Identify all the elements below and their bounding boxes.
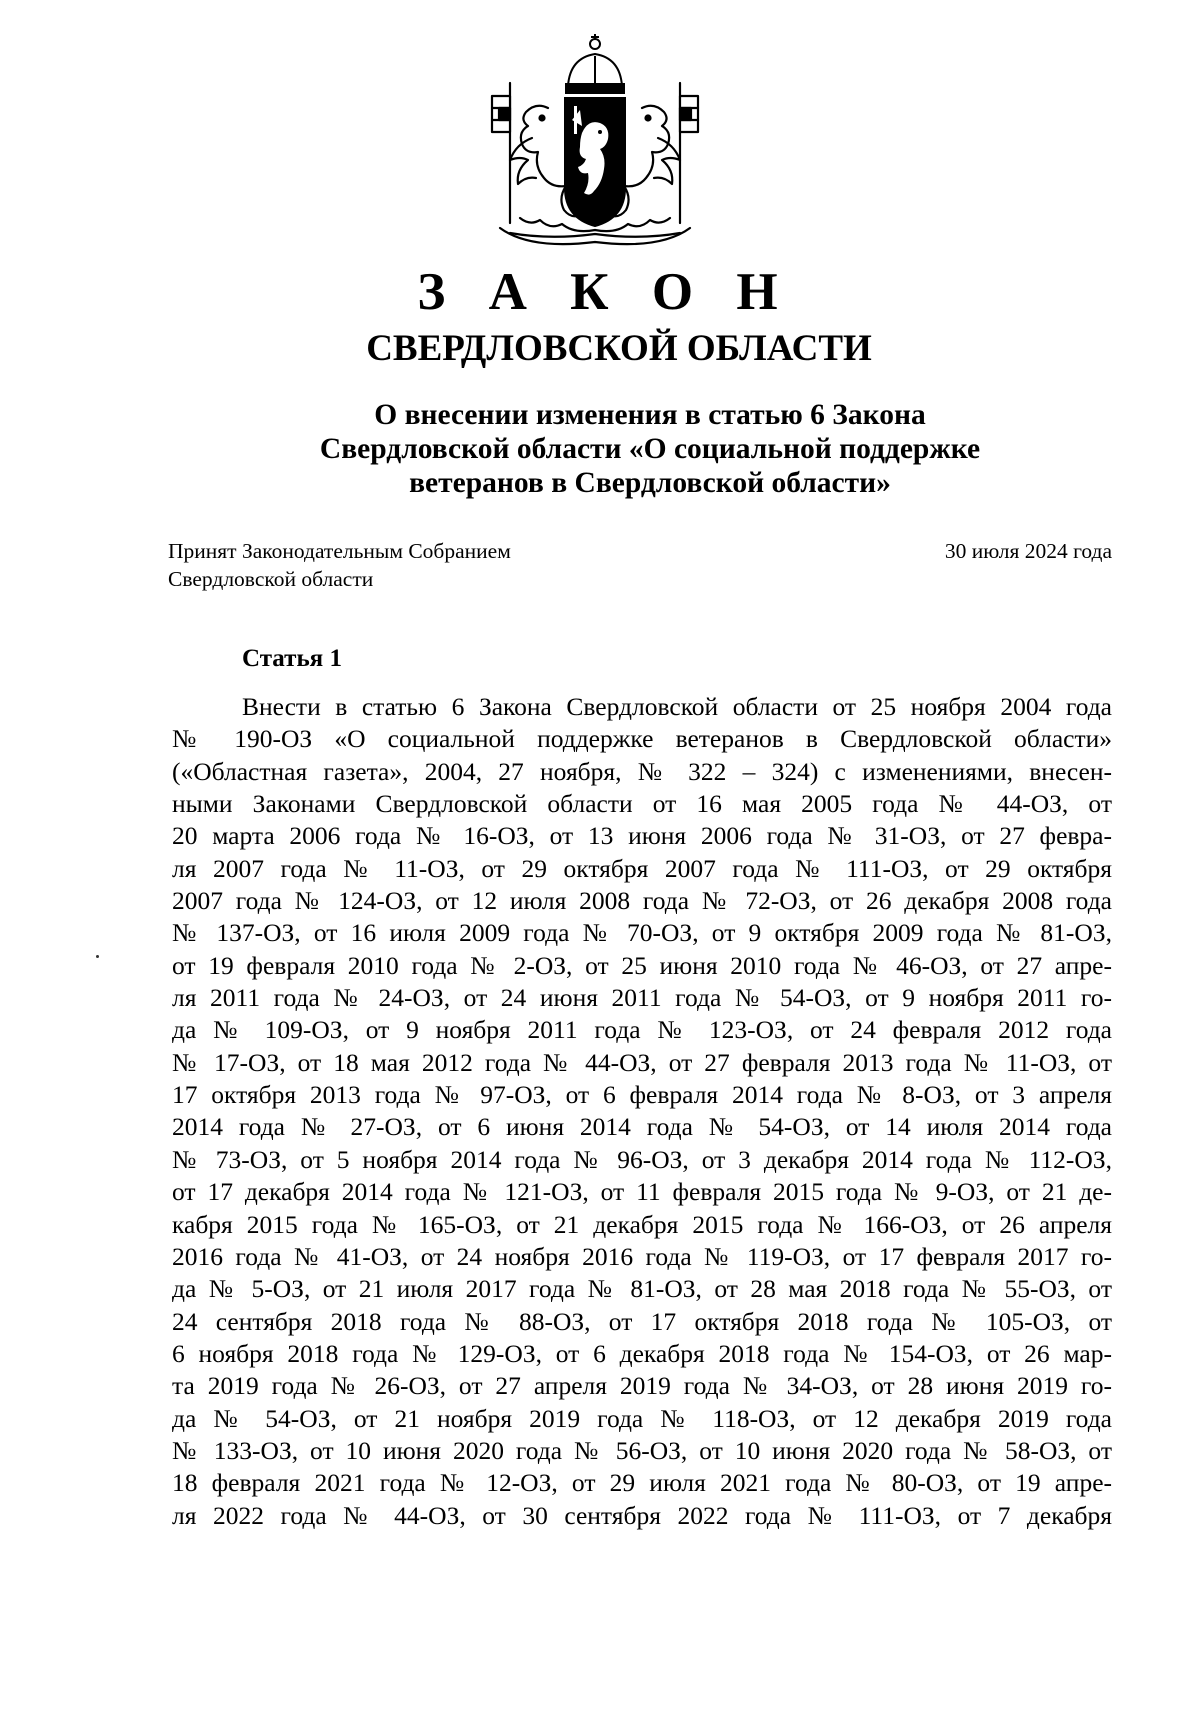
adopted-by: [168, 537, 511, 593]
article-line: 20 марта 2006 года № 16-ОЗ, от 13 июня 2006 года № 31-ОЗ, от 27 февра-: [172, 821, 1112, 851]
article-line: кабря 2015 года № 165-ОЗ, от 21 декабря 2015 года № 166-ОЗ, от 26 апреля: [172, 1209, 1112, 1239]
article-line: ля 2022 года № 44-ОЗ, от 30 сентября 2022 года № 111-ОЗ, от 7 декабря: [172, 1500, 1112, 1530]
document-region: СВЕРДЛОВСКОЙ ОБЛАСТИ: [366, 328, 872, 369]
article-line: 2007 года № 124-ОЗ, от 12 июля 2008 года № 72-ОЗ, от 26 декабря 2008 года: [172, 886, 1112, 916]
article-line: № 133-ОЗ, от 10 июня 2020 года № 56-ОЗ, от 10 июня 2020 года № 58-ОЗ, от: [172, 1435, 1112, 1465]
article-line: Внести в статью 6 Закона Свердловской области от 25 ноября 2004 года: [242, 692, 1112, 721]
subtitle-line: Свердловской области «О социальной поддержке: [319, 433, 981, 465]
article-line: 24 сентября 2018 года № 88-ОЗ, от 17 октября 2018 года № 105-ОЗ, от: [172, 1306, 1112, 1336]
article-line: ля 2007 года № 11-ОЗ, от 29 октября 2007 года № 111-ОЗ, от 29 октября: [172, 853, 1112, 883]
article-line: 2016 года № 41-ОЗ, от 24 ноября 2016 года № 119-ОЗ, от 17 февраля 2017 го-: [172, 1241, 1112, 1271]
article-line: да № 54-ОЗ, от 21 ноября 2019 года № 118-ОЗ, от 12 декабря 2019 года: [172, 1403, 1112, 1433]
article-line: та 2019 года № 26-ОЗ, от 27 апреля 2019 года № 34-ОЗ, от 28 июня 2019 го-: [172, 1371, 1112, 1401]
article-heading: Статья 1: [242, 645, 342, 672]
article-line: № 190-ОЗ «О социальной поддержке ветеранов в Свердловской области»: [172, 724, 1112, 754]
adopted-date: 30 июля 2024 года: [944, 539, 1112, 563]
article-line: от 17 декабря 2014 года № 121-ОЗ, от 11 февраля 2015 года № 9-ОЗ, от 21 де-: [172, 1177, 1112, 1207]
article-line: ными Законами Свердловской области от 16 мая 2005 года № 44-ОЗ, от: [172, 789, 1112, 819]
article-line: от 19 февраля 2010 года № 2-ОЗ, от 25 июня 2010 года № 46-ОЗ, от 27 апре-: [172, 950, 1112, 980]
document-subtitle: [230, 398, 1070, 500]
document-title: З А К О Н: [417, 263, 793, 321]
article-line: да № 109-ОЗ, от 9 ноября 2011 года № 123-ОЗ, от 24 февраля 2012 года: [172, 1015, 1112, 1045]
scan-speck: [96, 955, 99, 958]
article-line: да № 5-ОЗ, от 21 июля 2017 года № 81-ОЗ, от 28 мая 2018 года № 55-ОЗ, от: [172, 1274, 1112, 1304]
article-line: 6 ноября 2018 года № 129-ОЗ, от 6 декабря 2018 года № 154-ОЗ, от 26 мар-: [172, 1338, 1112, 1368]
article-line: № 137-ОЗ, от 16 июля 2009 года № 70-ОЗ, от 9 октября 2009 года № 81-ОЗ,: [172, 918, 1112, 948]
article-line: 2014 года № 27-ОЗ, от 6 июня 2014 года № 54-ОЗ, от 14 июля 2014 года: [172, 1112, 1112, 1142]
article-line: № 17-ОЗ, от 18 мая 2012 года № 44-ОЗ, от 27 февраля 2013 года № 11-ОЗ, от: [172, 1047, 1112, 1077]
article-line: 18 февраля 2021 года № 12-ОЗ, от 29 июля 2021 года № 80-ОЗ, от 19 апре-: [172, 1468, 1112, 1498]
adopted-by-line: Принят Законодательным Собранием: [168, 539, 511, 563]
coat-of-arms-icon: [470, 28, 720, 253]
subtitle-line: О внесении изменения в статью 6 Закона: [374, 399, 926, 431]
adopted-by-line: Свердловской области: [168, 567, 374, 591]
article-line: ля 2011 года № 24-ОЗ, от 24 июня 2011 года № 54-ОЗ, от 9 ноября 2011 го-: [172, 983, 1112, 1013]
article-body: [172, 691, 1112, 1532]
article-line: 17 октября 2013 года № 97-ОЗ, от 6 февраля 2014 года № 8-ОЗ, от 3 апреля: [172, 1080, 1112, 1110]
subtitle-line: ветеранов в Свердловской области»: [409, 467, 891, 499]
article-line: («Областная газета», 2004, 27 ноября, № 322 – 324) с изменениями, внесен-: [172, 756, 1112, 786]
article-line: № 73-ОЗ, от 5 ноября 2014 года № 96-ОЗ, от 3 декабря 2014 года № 112-ОЗ,: [172, 1144, 1112, 1174]
